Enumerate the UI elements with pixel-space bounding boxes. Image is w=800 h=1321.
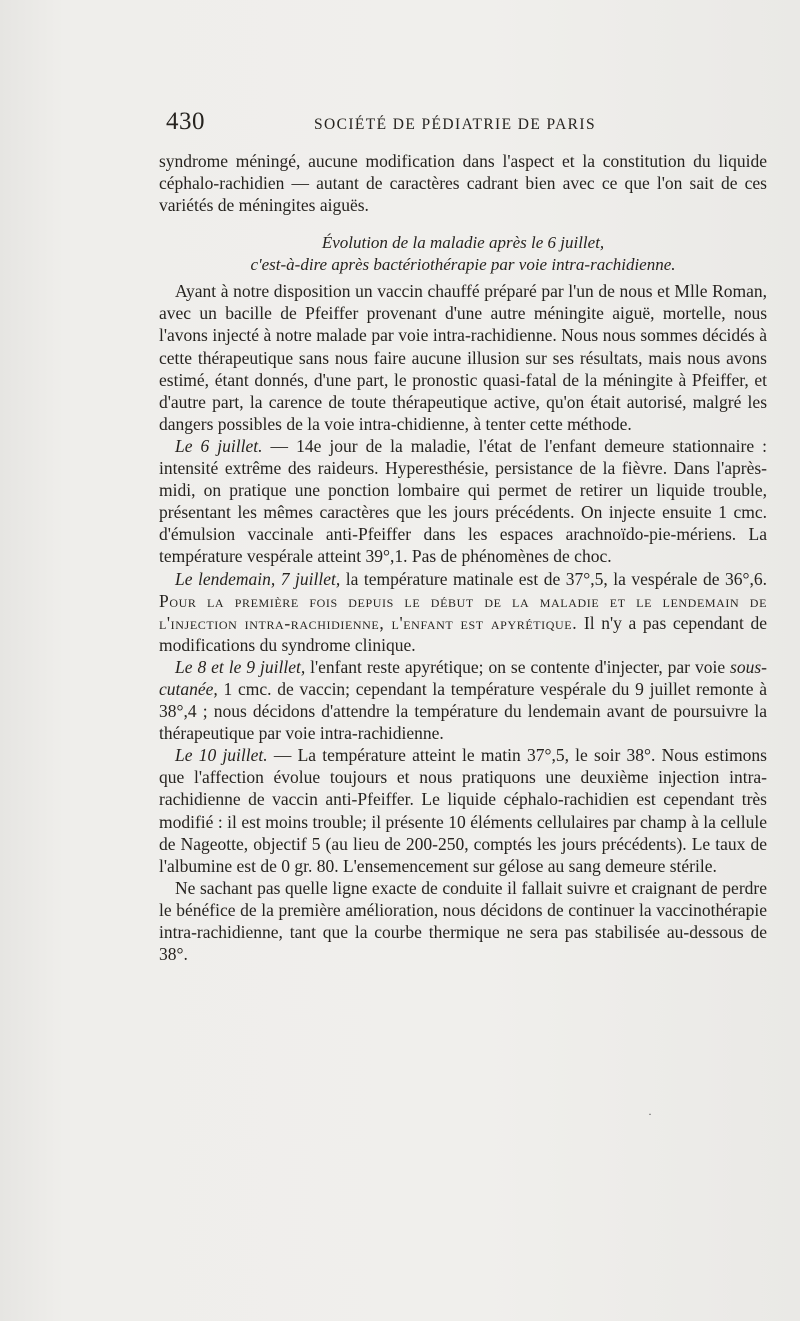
paragraph-6-juillet — [159, 435, 767, 568]
paragraph-continuation: syndrome méningé, aucune modification dans l'aspect et la constitution du liquide céphalo-rachidien — autant de caractères cadrant bien avec ce que l'on sait de ces variétés de méningites aiguës. — [159, 151, 767, 216]
body-text — [159, 150, 767, 965]
paragraph-8-9-juillet-text: l'enfant reste apyrétique; on se contente d'injecter, par voie — [305, 656, 731, 677]
paragraph-7-juillet — [159, 568, 767, 656]
paragraph-10-juillet-text: — La température atteint le matin 37°,5, le soir 38°. Nous estimons que l'affection évolue toujours et nous pratiquons une deuxième injection intra-rachidienne de vaccin anti-Pfeiffer. Le liquide céphalo-rachidien est cependant très modifié : il est moins trouble; il présente 10 éléments cellulaires par champ à la cellule de Nageotte, objectif 5 (au lieu de 200-250, comptés les jours précédents). Le taux de l'albumine est de 0 gr. 80. L'ensemencement sur gélose au sang demeure stérile. — [159, 745, 767, 876]
italic-sous-cutanee: sous-cutanée, — [159, 656, 767, 699]
date-7-juillet: Le lendemain, 7 juillet, — [175, 568, 341, 589]
page-number: 430 — [166, 108, 205, 135]
small-caps-statement: Pour la première fois depuis le début de la maladie et le lendemain de l'injection intra-rachidienne, l'enfant est apyrétique. — [159, 590, 767, 633]
paragraph-7-juillet-text: la température matinale est de 37°,5, la vespérale de 36°,6. — [340, 568, 767, 589]
date-6-juillet: Le 6 juillet. — [175, 435, 263, 456]
paragraph-7-juillet-text-end: Il n'y a pas cependant de modifications du syndrome clinique. — [159, 612, 767, 655]
paragraph-conclusion: Ne sachant pas quelle ligne exacte de conduite il fallait suivre et craignant de perdre le bénéfice de la première amélioration, nous décidons de continuer la vaccinothérapie intra-rachidienne, tant que la courbe thermique ne sera pas stabilisée au-dessous de 38°. — [159, 877, 767, 965]
date-8-9-juillet: Le 8 et le 9 juillet, — [175, 656, 306, 677]
paragraph-10-juillet — [159, 744, 767, 877]
page-header — [166, 108, 776, 140]
paragraph-6-juillet-text: — 14e jour de la maladie, l'état de l'enfant demeure stationnaire : intensité extrême des raideurs. Hyperesthésie, persistance de la fièvre. Dans l'après-midi, on pratique une ponction lombaire qui permet de retirer un liquide trouble, présentant les mêmes caractères que les jours précédents. On injecte ensuite 1 cmc. d'émulsion vaccinale anti-Pfeiffer dans les espaces arachnoïdo-pie-mériens. La température vespérale atteint 39°,1. Pas de phénomènes de choc. — [159, 435, 768, 567]
ink-speck: · — [648, 1107, 652, 1121]
paragraph-vaccine-intro: Ayant à notre disposition un vaccin chauffé préparé par l'un de nous et Mlle Roman, avec un bacille de Pfeiffer provenant d'une autre méningite aiguë, mortelle, nous l'avons injecté à notre malade par voie intra-rachidienne. Nous nous sommes décidés à cette thérapeutique sans nous faire aucune illusion sur ses résultats, mais nous avons estimé, étant donnés, d'une part, le pronostic quasi-fatal de la méningite à Pfeiffer, et d'autre part, la carence de toute thérapeutique active, qu'on était autorisé, malgré les dangers possibles de la voie intra-chidienne, à tenter cette méthode. — [159, 281, 767, 434]
section-title-line-2: c'est-à-dire après bactériothérapie par voie intra-rachidienne. — [250, 255, 676, 275]
section-title-line-1: Évolution de la maladie après le 6 juillet, — [321, 233, 605, 253]
section-title — [159, 232, 767, 276]
paragraph-8-9-juillet-text-end: 1 cmc. de vaccin; cependant la température vespérale du 9 juillet remonte à 38°,4 ; nous décidons d'attendre la température du lendemain avant de poursuivre la thérapeutique par voie intra-rachidienne. — [159, 678, 767, 744]
paragraph-8-9-juillet — [159, 656, 767, 744]
date-10-juillet: Le 10 juillet. — [175, 745, 268, 766]
running-title: SOCIÉTÉ DE PÉDIATRIE DE PARIS — [314, 116, 597, 133]
